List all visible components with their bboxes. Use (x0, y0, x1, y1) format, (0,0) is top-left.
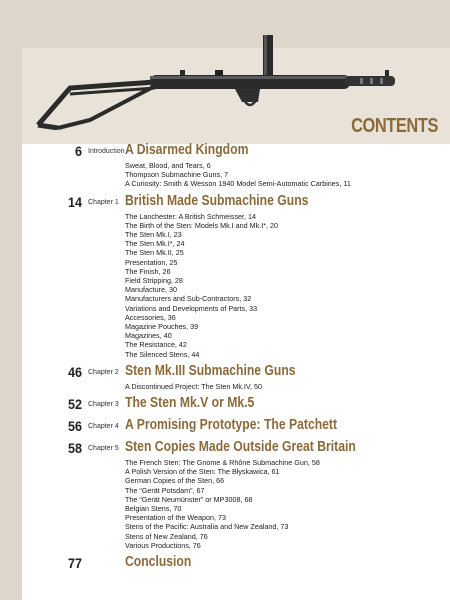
toc-entry: A Discontinued Project: The Sten Mk.IV, 50 (125, 381, 263, 391)
chapter-heading (0, 194, 450, 211)
chapter-label: Chapter 5 (88, 445, 119, 453)
chapter-entry-list (125, 211, 450, 359)
toc-entry: A Polish Version of the Sten: The Błyskawica, 61 (125, 467, 280, 477)
chapter-page-number: 14 (67, 193, 82, 210)
chapter-label: Chapter 2 (88, 368, 119, 376)
toc-entry: Field Stripping, 28 (125, 276, 183, 286)
toc-entry: Thompson Submachine Guns, 7 (125, 170, 229, 180)
toc-chapter (0, 440, 450, 555)
chapter-title: British Made Submachine Guns (125, 192, 309, 209)
toc-entry: The Sten Mk.II, 25 (125, 248, 184, 258)
page-title: CONTENTS (351, 115, 438, 137)
chapter-heading (0, 440, 450, 457)
toc-entry: The “Gerät Potsdam”, 67 (125, 485, 205, 495)
toc-chapter (0, 364, 450, 396)
toc-entry: Various Productions, 76 (125, 540, 201, 550)
toc-chapter (0, 418, 450, 440)
chapter-page-number: 46 (67, 363, 82, 380)
chapter-label: Introduction (88, 148, 125, 155)
chapter-title: Sten Copies Made Outside Great Britain (125, 439, 356, 456)
chapter-page-number: 56 (67, 418, 82, 435)
toc-entry: Variations and Developments of Parts, 33 (125, 303, 258, 313)
toc-entry: Accessories, 36 (125, 312, 176, 322)
toc-chapter (0, 555, 450, 577)
toc-chapter (0, 194, 450, 364)
chapter-heading (0, 555, 450, 572)
chapter-label: Chapter 4 (88, 423, 119, 431)
toc-entry: The Sten Mk.I*, 24 (125, 239, 185, 249)
toc-entry: The “Gerät Neumünster” or MP3008, 68 (125, 494, 253, 504)
toc-entry: The Lanchester: A British Schmeisser, 14 (125, 211, 257, 221)
chapter-title: A Promising Prototype: The Patchett (125, 417, 338, 434)
chapter-label: Chapter 1 (88, 198, 119, 206)
chapter-label: Chapter 3 (88, 401, 119, 409)
chapter-page-number: 58 (67, 440, 82, 457)
chapter-heading (0, 418, 450, 435)
toc-entry: The Finish, 26 (125, 266, 171, 276)
toc-chapter (0, 143, 450, 194)
chapter-heading (0, 364, 450, 381)
toc-entry: The Sten Mk.I, 23 (125, 230, 182, 240)
chapter-page-number: 77 (67, 555, 82, 572)
chapter-spacer (0, 572, 450, 577)
chapter-title: Sten Mk.III Submachine Guns (125, 362, 296, 379)
chapter-title: The Sten Mk.V or Mk.5 (125, 395, 255, 412)
chapter-title: Conclusion (125, 554, 192, 571)
chapter-heading (0, 396, 450, 413)
toc-entry: Stens of the Pacific: Australia and New Zealand, 73 (125, 522, 289, 532)
toc-entry: Presentation of the Weapon, 73 (125, 513, 226, 523)
toc-entry: A Curiosity: Smith & Wesson 1940 Model Semi-Automatic Carbines, 11 (125, 179, 351, 189)
chapter-entry-list (125, 160, 450, 189)
toc-entry: German Copies of the Sten, 66 (125, 476, 225, 486)
toc-entry: Manufacture, 30 (125, 285, 177, 295)
toc-entry: Sweat, Blood, and Tears, 6 (125, 161, 211, 170)
chapter-title: A Disarmed Kingdom (125, 142, 249, 158)
chapter-page-number: 52 (67, 396, 82, 413)
toc-entry: The French Sten: The Gnome & Rhône Submachine Gun, 58 (125, 458, 320, 468)
toc-entry: Manufacturers and Sub-Contractors, 32 (125, 294, 252, 304)
toc-entry: Presentation, 25 (125, 257, 178, 267)
toc-entry: The Silenced Stens, 44 (125, 349, 200, 359)
toc-entry: Magazine Pouches, 39 (125, 322, 199, 332)
toc-entry: Belgian Stens, 70 (125, 504, 182, 514)
chapter-entry-list (125, 457, 450, 550)
toc-entry: Magazines, 40 (125, 331, 172, 341)
chapter-heading (0, 143, 450, 160)
toc-entry: The Birth of the Sten: Models Mk.I and Mk.I*, 20 (125, 220, 279, 230)
chapter-page-number: 6 (74, 143, 82, 159)
toc-chapter (0, 396, 450, 418)
toc-entry: Stens of New Zealand, 76 (125, 531, 208, 541)
table-of-contents (0, 143, 450, 577)
chapter-entry-list (125, 381, 450, 391)
toc-entry: The Resistance, 42 (125, 340, 187, 350)
